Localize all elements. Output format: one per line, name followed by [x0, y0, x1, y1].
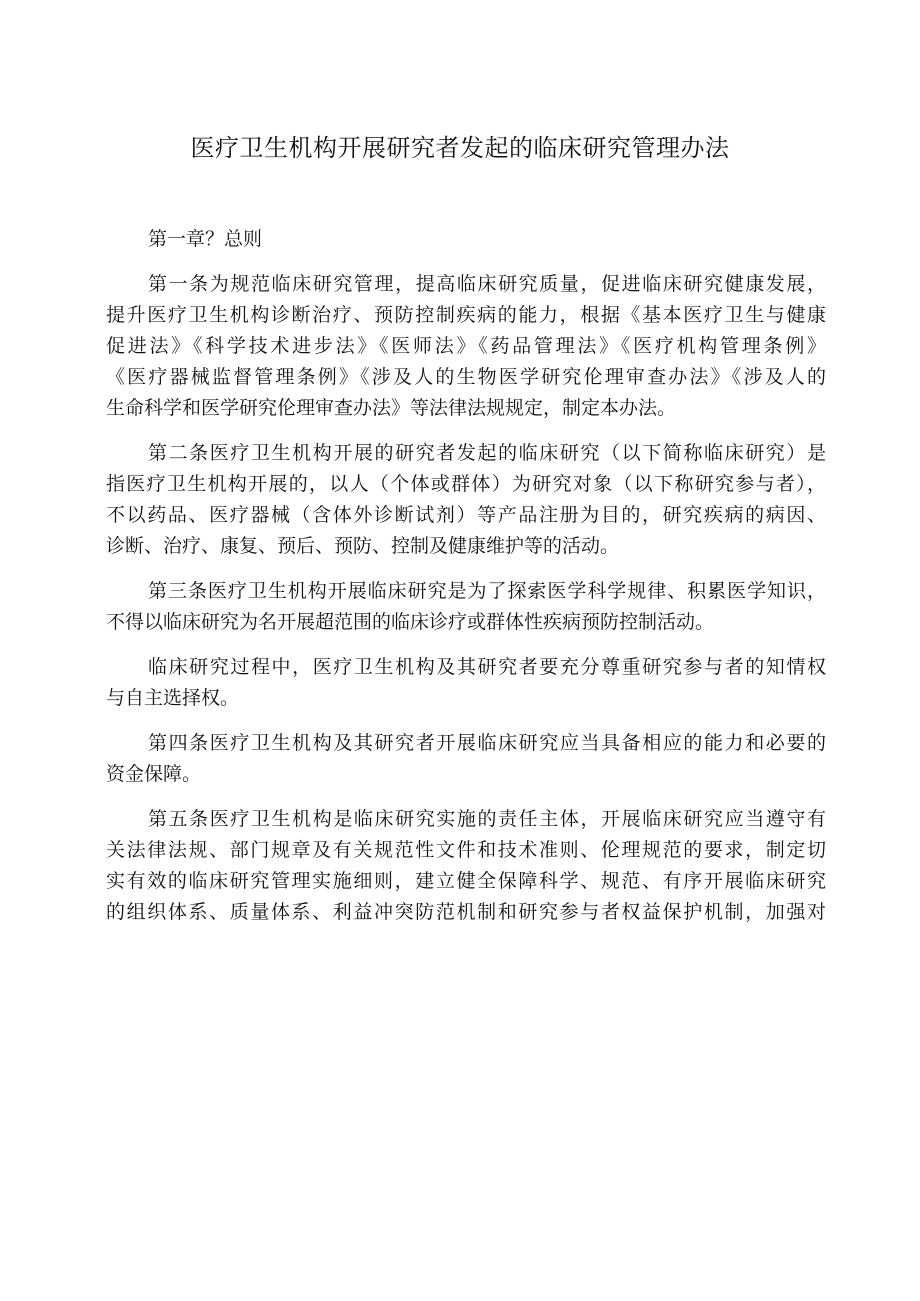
- paragraph-line: 第三条医疗卫生机构开展临床研究是为了探索医学科学规律、积累医学知识，: [148, 580, 826, 602]
- informed-consent-paragraph: [106, 652, 826, 714]
- paragraph-line: 不得以临床研究为名开展超范围的临床诊疗或群体性疾病预防控制活动。: [106, 611, 715, 633]
- article-3-paragraph: [106, 576, 826, 638]
- paragraph-line: 第四条医疗卫生机构及其研究者开展临床研究应当具备相应的能力和必要的: [148, 732, 826, 754]
- paragraph-line: 不以药品、医疗器械（含体外诊断试剂）等产品注册为目的，研究疾病的病因、: [106, 504, 826, 526]
- paragraph-line: 诊断、治疗、康复、预后、预防、控制及健康维护等的活动。: [106, 535, 620, 557]
- paragraph-line: 提升医疗卫生机构诊断治疗、预防控制疾病的能力，根据《基本医疗卫生与健康: [106, 304, 826, 326]
- document-title: 医疗卫生机构开展研究者发起的临床研究管理办法: [190, 134, 730, 162]
- paragraph-line: 第一条为规范临床研究管理，提高临床研究质量，促进临床研究健康发展，: [148, 273, 826, 295]
- paragraph-line: 与自主选择权。: [106, 687, 240, 709]
- article-5-paragraph: [106, 804, 826, 928]
- paragraph-line: 《医疗器械监督管理条例》《涉及人的生物医学研究伦理审查办法》《涉及人的: [106, 366, 826, 388]
- article-1-paragraph: [106, 269, 826, 424]
- paragraph-line: 的组织体系、质量体系、利益冲突防范机制和研究参与者权益保护机制，加强对: [106, 901, 826, 923]
- paragraph-line: 第二条医疗卫生机构开展的研究者发起的临床研究（以下简称临床研究）是: [148, 442, 826, 464]
- paragraph-line: 指医疗卫生机构开展的，以人（个体或群体）为研究对象（以下称研究参与者），: [106, 473, 826, 495]
- paragraph-line: 关法律法规、部门规章及有关规范性文件和技术准则、伦理规范的要求，制定切: [106, 839, 826, 861]
- paragraph-line: 实有效的临床研究管理实施细则，建立健全保障科学、规范、有序开展临床研究: [106, 870, 826, 892]
- document-body: [106, 224, 826, 942]
- article-2-paragraph: [106, 438, 826, 562]
- paragraph-line: 资金保障。: [106, 763, 202, 785]
- article-4-paragraph: [106, 728, 826, 790]
- chapter-heading: [106, 224, 826, 255]
- paragraph-line: 促进法》《科学技术进步法》《医师法》《药品管理法》《医疗机构管理条例》: [106, 335, 826, 357]
- chapter-heading-text: 第一章？总则: [148, 228, 263, 250]
- paragraph-line: 第五条医疗卫生机构是临床研究实施的责任主体，开展临床研究应当遵守有: [148, 808, 826, 830]
- paragraph-line: 临床研究过程中，医疗卫生机构及其研究者要充分尊重研究参与者的知情权: [148, 656, 826, 678]
- paragraph-line: 生命科学和医学研究伦理审查办法》等法律法规规定，制定本办法。: [106, 397, 677, 419]
